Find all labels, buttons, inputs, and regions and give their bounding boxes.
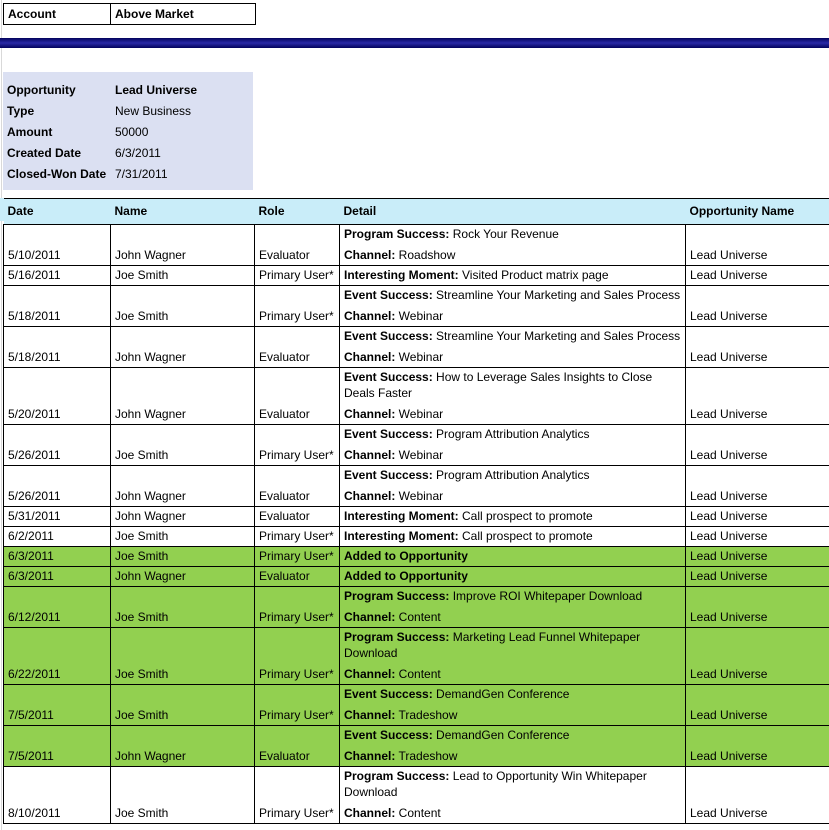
cell-date[interactable]: 5/16/2011 [4,266,111,286]
cell-role[interactable]: Primary User* [255,587,340,628]
info-label: Closed-Won Date [7,166,107,181]
cell-detail[interactable] [340,567,686,587]
cell-opportunity-name[interactable]: Lead Universe [686,767,829,824]
cell-role[interactable]: Primary User* [255,685,340,726]
cell-detail[interactable] [340,587,686,628]
cell-date[interactable]: 6/2/2011 [4,527,111,547]
cell-date[interactable]: 6/12/2011 [4,587,111,628]
info-value[interactable]: 6/3/2011 [115,145,161,160]
cell-role[interactable]: Evaluator [255,225,340,266]
detail-line: Program Success: Marketing Lead Funnel Whitepaper Download [344,630,641,660]
cell-opportunity-name[interactable]: Lead Universe [686,507,829,527]
divider-bar [0,38,829,48]
cell-name[interactable]: Joe Smith [111,628,255,685]
table-row [4,368,829,425]
table-row [4,527,829,547]
cell-date[interactable]: 7/5/2011 [4,685,111,726]
cell-date[interactable]: 5/26/2011 [4,425,111,466]
info-value[interactable]: 7/31/2011 [115,166,168,181]
cell-opportunity-name[interactable]: Lead Universe [686,567,829,587]
cell-role[interactable]: Primary User* [255,286,340,327]
cell-role[interactable]: Primary User* [255,266,340,286]
detail-line: Event Success: Program Attribution Analytics [344,427,590,441]
cell-name[interactable]: John Wagner [111,726,255,767]
cell-date[interactable]: 6/22/2011 [4,628,111,685]
detail-line: Channel: Webinar [344,350,444,364]
table-row [4,466,829,507]
cell-opportunity-name[interactable]: Lead Universe [686,628,829,685]
cell-opportunity-name[interactable]: Lead Universe [686,466,829,507]
detail-line: Event Success: DemandGen Conference [344,728,570,742]
info-label: Created Date [7,145,82,160]
detail-line: Interesting Moment: Call prospect to promote [344,509,593,523]
cell-name[interactable]: Joe Smith [111,587,255,628]
cell-role[interactable]: Primary User* [255,547,340,567]
cell-detail[interactable] [340,527,686,547]
cell-role[interactable]: Evaluator [255,507,340,527]
info-value[interactable]: New Business [115,103,192,118]
cell-detail[interactable] [340,466,686,507]
table-row [4,726,829,767]
detail-line: Program Success: Rock Your Revenue [344,227,559,241]
column-header-detail[interactable]: Detail [340,199,686,225]
cell-opportunity-name[interactable]: Lead Universe [686,726,829,767]
cell-opportunity-name[interactable]: Lead Universe [686,225,829,266]
cell-detail[interactable] [340,547,686,567]
cell-opportunity-name[interactable]: Lead Universe [686,266,829,286]
detail-line: Interesting Moment: Call prospect to promote [344,529,593,543]
detail-line: Program Success: Lead to Opportunity Win Whitepaper Download [344,769,647,799]
detail-line: Event Success: Streamline Your Marketing and Sales Process [344,329,681,343]
table-row [4,547,829,567]
column-header-opportunity-name[interactable]: Opportunity Name [686,199,829,225]
cell-detail[interactable] [340,726,686,767]
table-row [4,567,829,587]
cell-name[interactable]: John Wagner [111,567,255,587]
cell-opportunity-name[interactable]: Lead Universe [686,425,829,466]
cell-name[interactable]: Joe Smith [111,425,255,466]
cell-role[interactable]: Primary User* [255,628,340,685]
cell-name[interactable]: John Wagner [111,327,255,368]
cell-role[interactable]: Evaluator [255,368,340,425]
table-row [4,286,829,327]
detail-line: Channel: Content [344,806,441,820]
info-label: Type [7,103,35,118]
cell-detail[interactable] [340,225,686,266]
info-label: Opportunity [7,82,76,97]
info-value[interactable]: Lead Universe [115,82,198,97]
detail-line: Channel: Webinar [344,407,444,421]
detail-line: Channel: Tradeshow [344,749,458,763]
info-value[interactable]: 50000 [115,124,149,139]
cell-detail[interactable] [340,425,686,466]
info-row [3,121,253,142]
cell-date[interactable]: 5/31/2011 [4,507,111,527]
table-row [4,266,829,286]
cell-name[interactable]: Joe Smith [111,286,255,327]
cell-role[interactable]: Evaluator [255,726,340,767]
cell-detail[interactable] [340,266,686,286]
cell-date[interactable]: 7/5/2011 [4,726,111,767]
cell-opportunity-name[interactable]: Lead Universe [686,527,829,547]
table-row [4,628,829,685]
cell-date[interactable]: 5/26/2011 [4,466,111,507]
cell-date[interactable]: 6/3/2011 [4,567,111,587]
cell-role[interactable]: Evaluator [255,327,340,368]
detail-line: Channel: Webinar [344,448,444,462]
account-value-cell[interactable]: Above Market [111,3,256,25]
cell-role[interactable]: Primary User* [255,527,340,547]
activity-table [3,198,829,824]
cell-name[interactable]: John Wagner [111,225,255,266]
cell-date[interactable]: 5/18/2011 [4,286,111,327]
table-row [4,507,829,527]
cell-name[interactable]: John Wagner [111,466,255,507]
sheet-gridline [1,0,2,830]
detail-line: Added to Opportunity [344,549,468,563]
cell-opportunity-name[interactable]: Lead Universe [686,327,829,368]
opportunity-info-panel [3,72,253,190]
detail-line: Interesting Moment: Visited Product matrix page [344,268,609,282]
cell-name[interactable]: Joe Smith [111,527,255,547]
cell-role[interactable]: Primary User* [255,767,340,824]
detail-line: Event Success: Program Attribution Analytics [344,468,590,482]
cell-opportunity-name[interactable]: Lead Universe [686,368,829,425]
cell-name[interactable]: Joe Smith [111,547,255,567]
cell-name[interactable]: Joe Smith [111,767,255,824]
detail-line: Event Success: DemandGen Conference [344,687,570,701]
detail-line: Channel: Roadshow [344,248,456,262]
table-row [4,225,829,266]
cell-name[interactable]: Joe Smith [111,266,255,286]
cell-role[interactable]: Evaluator [255,567,340,587]
column-header-date[interactable]: Date [4,199,111,225]
cell-name[interactable]: John Wagner [111,507,255,527]
cell-name[interactable]: John Wagner [111,368,255,425]
info-row [3,142,253,163]
detail-line: Channel: Tradeshow [344,708,458,722]
info-row [3,163,253,184]
detail-line: Channel: Content [344,667,441,681]
detail-line: Event Success: Streamline Your Marketing and Sales Process [344,288,681,302]
account-label-cell[interactable]: Account [3,3,111,25]
cell-name[interactable]: Joe Smith [111,685,255,726]
info-label: Amount [7,124,53,139]
cell-date[interactable]: 8/10/2011 [4,767,111,824]
cell-detail[interactable] [340,767,686,824]
cell-date[interactable]: 5/10/2011 [4,225,111,266]
detail-line: Added to Opportunity [344,569,468,583]
info-row [3,100,253,121]
cell-opportunity-name[interactable]: Lead Universe [686,587,829,628]
cell-date[interactable]: 5/20/2011 [4,368,111,425]
cell-date[interactable]: 6/3/2011 [4,547,111,567]
cell-opportunity-name[interactable]: Lead Universe [686,685,829,726]
cell-role[interactable]: Primary User* [255,425,340,466]
account-row [3,3,256,25]
cell-detail[interactable] [340,286,686,327]
table-header-row [4,199,829,225]
cell-detail[interactable] [340,685,686,726]
info-row [3,79,253,100]
detail-line: Program Success: Improve ROI Whitepaper Download [344,589,643,603]
detail-line: Channel: Webinar [344,489,444,503]
detail-line: Channel: Webinar [344,309,444,323]
detail-line: Event Success: How to Leverage Sales Insights to Close Deals Faster [344,370,653,400]
table-row [4,685,829,726]
cell-detail[interactable] [340,628,686,685]
table-row [4,767,829,824]
cell-opportunity-name[interactable]: Lead Universe [686,286,829,327]
cell-role[interactable]: Evaluator [255,466,340,507]
table-row [4,327,829,368]
table-row [4,587,829,628]
cell-detail[interactable] [340,327,686,368]
cell-detail[interactable] [340,368,686,425]
detail-line: Channel: Content [344,610,441,624]
column-header-name[interactable]: Name [111,199,255,225]
table-row [4,425,829,466]
cell-detail[interactable] [340,507,686,527]
cell-date[interactable]: 5/18/2011 [4,327,111,368]
cell-opportunity-name[interactable]: Lead Universe [686,547,829,567]
column-header-role[interactable]: Role [255,199,340,225]
